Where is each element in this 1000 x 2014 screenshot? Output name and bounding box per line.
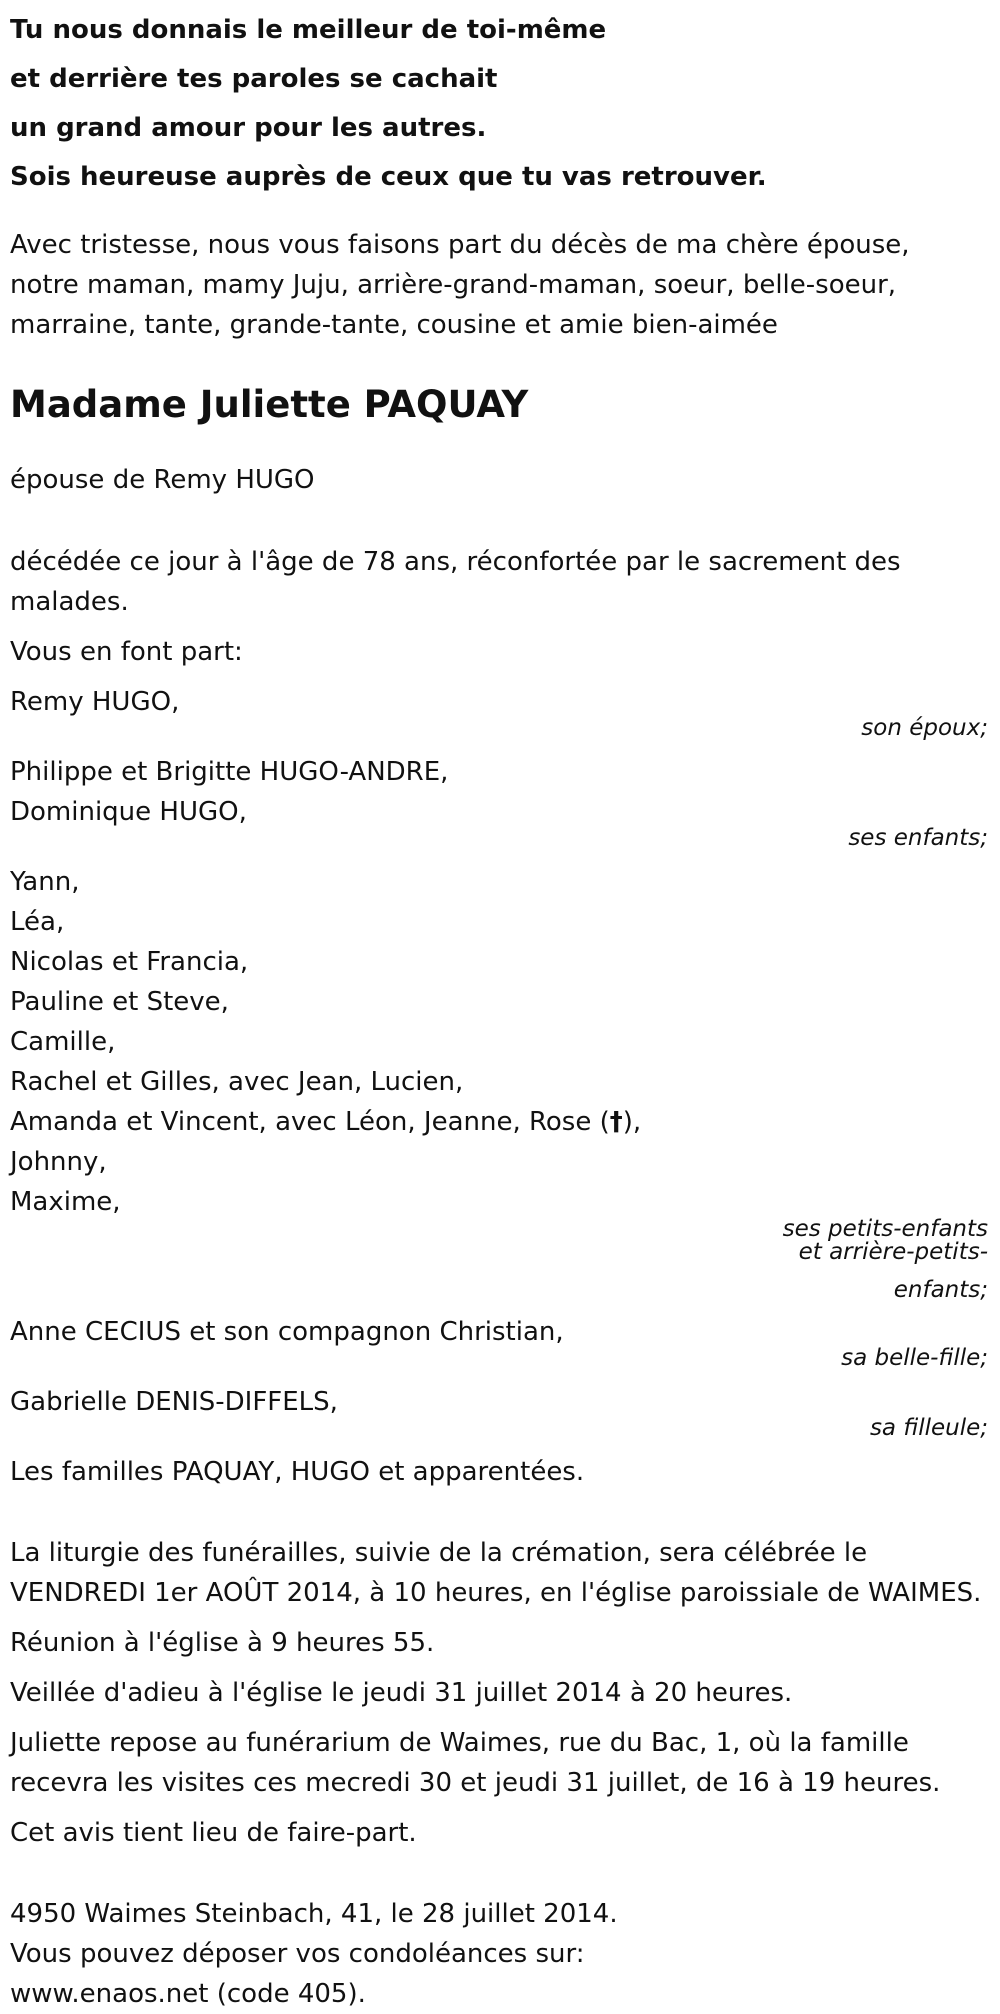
family-member [10, 1102, 990, 1142]
ceremony-info [10, 1533, 990, 1613]
intro-line: marraine, tante, grande-tante, cousine et amie bien-aimée [10, 310, 778, 340]
intro-paragraph [10, 225, 990, 345]
poem-line: un grand amour pour les autres. [10, 113, 487, 143]
meeting-info: Réunion à l'église à 9 heures 55. [10, 1628, 435, 1658]
ceremony-line: VENDREDI 1er AOÛT 2014, à 10 heures, en l'église paroissiale de WAIMES. [10, 1578, 982, 1608]
family-member-text: Amanda et Vincent, avec Léon, Jeanne, Rose ( [10, 1107, 610, 1137]
family-member: Nicolas et Francia, [10, 947, 249, 977]
families-line: Les familles PAQUAY, HUGO et apparentées. [10, 1457, 585, 1487]
family-member-text: ), [622, 1107, 642, 1137]
family-member: Dominique HUGO, [10, 797, 247, 827]
condolences-link[interactable]: www.enaos.net (code 405). [10, 1979, 366, 2009]
poem-line: et derrière tes paroles se cachait [10, 64, 498, 94]
funeral-home-line: Juliette repose au funérarium de Waimes, rue du Bac, 1, où la famille [10, 1728, 909, 1758]
spouse-of: épouse de Remy HUGO [10, 465, 315, 495]
family-member: Philippe et Brigitte HUGO-ANDRE, [10, 757, 449, 787]
notice-line: Cet avis tient lieu de faire-part. [10, 1818, 417, 1848]
family-member: Yann, [10, 867, 80, 897]
family-role: sa belle-fille; [841, 1345, 988, 1371]
family-role: sa filleule; [869, 1415, 988, 1441]
family-group-spouse [10, 682, 990, 742]
family-role [10, 1218, 990, 1302]
poem-line: Tu nous donnais le meilleur de toi-même [10, 15, 607, 45]
cross-icon: † [609, 1107, 623, 1137]
family-group-daughter-in-law [10, 1312, 990, 1372]
family-member: Rachel et Gilles, avec Jean, Lucien, [10, 1067, 464, 1097]
intro-line: Avec tristesse, nous vous faisons part du décès de ma chère épouse, [10, 230, 910, 260]
family-member: Remy HUGO, [10, 687, 180, 717]
family-member: Camille, [10, 1027, 116, 1057]
footer-info [10, 1894, 990, 2014]
family-member: Maxime, [10, 1187, 121, 1217]
funeral-home-info [10, 1723, 990, 1803]
family-role-line: ses petits-enfants [782, 1216, 988, 1242]
vigil-info: Veillée d'adieu à l'église le jeudi 31 juillet 2014 à 20 heures. [10, 1678, 793, 1708]
family-group-grandchildren [10, 862, 990, 1302]
death-info [10, 542, 990, 622]
family-member: Gabrielle DENIS-DIFFELS, [10, 1387, 338, 1417]
family-group-goddaughter [10, 1382, 990, 1442]
family-member: Anne CECIUS et son compagnon Christian, [10, 1317, 564, 1347]
family-role-line: et arrière-petits- [798, 1239, 988, 1265]
family-member: Pauline et Steve, [10, 987, 229, 1017]
family-group-children [10, 752, 990, 852]
family-member: Johnny, [10, 1147, 107, 1177]
ceremony-line: La liturgie des funérailles, suivie de la crémation, sera célébrée le [10, 1538, 868, 1568]
family-member: Léa, [10, 907, 65, 937]
address-line: 4950 Waimes Steinbach, 41, le 28 juillet 2014. [10, 1899, 618, 1929]
intro-line: notre maman, mamy Juju, arrière-grand-maman, soeur, belle-soeur, [10, 270, 897, 300]
funeral-home-line: recevra les visites ces mecredi 30 et jeudi 31 juillet, de 16 à 19 heures. [10, 1768, 941, 1798]
family-role-line: enfants; [893, 1277, 988, 1303]
poem-line: Sois heureuse auprès de ceux que tu vas retrouver. [10, 162, 767, 192]
death-info-line: décédée ce jour à l'âge de 78 ans, réconfortée par le sacrement des [10, 547, 901, 577]
family-role: ses enfants; [848, 825, 988, 851]
poem [10, 0, 990, 202]
condolences-label: Vous pouvez déposer vos condoléances sur: [10, 1939, 585, 1969]
deceased-name: Madame Juliette PAQUAY [10, 383, 529, 426]
announcers-label: Vous en font part: [10, 637, 243, 667]
death-info-line: malades. [10, 587, 129, 617]
family-role: son époux; [861, 715, 988, 741]
